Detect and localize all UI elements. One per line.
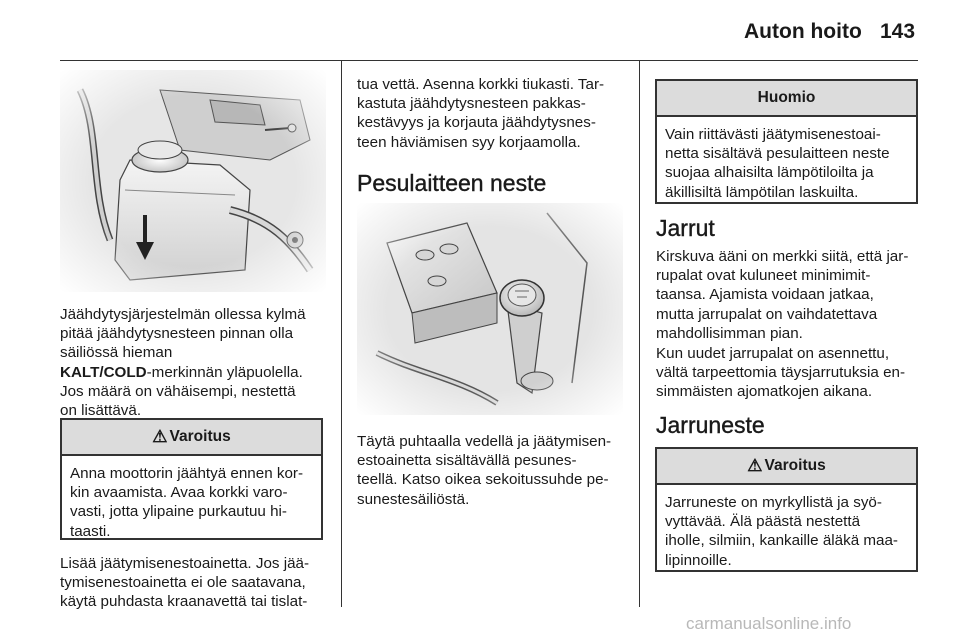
text-line: lipinnoille. [665,551,732,569]
text-line: vasti, jotta ylipaine purkautuu hi- [70,503,287,521]
warning-header [62,420,321,456]
coolant-warning-box [60,418,323,540]
text-line: Jarruneste on myrkyllistä ja syö- [665,494,882,511]
text-line: rupalat ovat kuluneet minimimit- [656,267,871,285]
antifreeze-paragraph [60,554,332,612]
text-line: Jos määrä on vähäisempi, nestettä [60,382,296,400]
text-line: pitää jäähdytysnesteen pinnan olla [60,325,294,343]
note-body [657,117,916,208]
text-line: taasti. [70,522,111,540]
text-line: on lisättävä. [60,402,142,420]
warning-triangle-icon: ⚠ [152,427,168,446]
watermark: carmanualsonline.info [686,614,852,633]
text-line [60,363,330,382]
warning-body [657,485,916,576]
text-line: teen häviämisen syy korjaamolla. [357,133,581,151]
warning-header [657,449,916,485]
header-divider [60,60,918,61]
brake-fluid-heading: Jarruneste [656,412,765,438]
text-line: Täytä puhtaalla vedellä ja jäätymisen- [357,433,612,450]
washer-fluid-heading: Pesulaitteen neste [357,170,547,196]
column-divider-2 [639,61,640,607]
text-line: mahdollisimman pian. [656,324,803,342]
text-line: teellä. Katso oikea sekoitussuhde pe- [357,471,609,489]
washer-fluid-paragraph [357,432,632,509]
text-fragment: -merkinnän yläpuolella. [146,363,303,381]
text-line: säiliössä hieman [60,344,173,362]
brake-fluid-warning-box [655,447,918,572]
text-line: tua vettä. Asenna korkki tiukasti. Tar- [357,76,605,93]
note-box [655,79,918,204]
coolant-level-paragraph [60,305,330,420]
brakes-paragraph-2 [656,344,931,402]
text-line: taansa. Ajamista voidaan jatkaa, [656,286,874,304]
text-line: netta sisältävä pesulaitteen neste [665,145,890,163]
text-line: tymisenestoainetta ei ole saatavana, [60,574,306,592]
text-line: simmäisten ajomatkojen aikana. [656,383,873,401]
coolant-continuation-paragraph [357,75,629,152]
text-line: mutta jarrupalat on vaihdatettava [656,305,878,323]
text-line: vältä tarpeettomia täysjarrutuksia en- [656,364,906,382]
page-number: 143 [880,20,916,43]
note-header [657,81,916,117]
text-line: kin avaamista. Avaa korkki varo- [70,484,288,502]
text-line: Kun uudet jarrupalat on asennettu, [656,345,890,362]
text-line: kestävyys ja korjauta jäähdytysnes- [357,114,596,132]
warning-title: Varoitus [169,428,231,445]
column-divider-1 [341,61,342,607]
note-title: Huomio [757,89,816,106]
brakes-paragraph-1 [656,247,931,343]
warning-triangle-icon: ⚠ [747,456,763,475]
text-line: Jäähdytysjärjestelmän ollessa kylmä [60,306,306,323]
text-line: käytä puhdasta kraanavettä tai tislat- [60,593,308,611]
running-header-title: Auton hoito [744,20,862,43]
text-line: Kirskuva ääni on merkki siitä, että jar- [656,248,909,265]
text-line: Lisää jäätymisenestoainetta. Jos jää- [60,555,310,572]
warning-body [62,456,321,547]
text-line: estoainetta sisältävällä pesunes- [357,452,577,470]
brakes-heading: Jarrut [656,215,715,241]
coolant-reservoir-illustration [60,70,326,292]
text-line: Vain riittävästi jäätymisenestoai- [665,126,881,143]
kalt-cold-mark-label: KALT/COLD [60,363,147,381]
text-line: Anna moottorin jäähtyä ennen kor- [70,465,304,482]
washer-reservoir-illustration [357,203,623,415]
warning-title: Varoitus [764,457,826,474]
text-line: iholle, silmiin, kankaille äläkä maa- [665,532,898,550]
text-line: suojaa alhaisilta lämpötiloilta ja [665,164,874,182]
text-line: sunestesäiliöstä. [357,490,470,508]
text-line: vyttävää. Älä päästä nestettä [665,513,861,531]
text-line: kastuta jäähdytysnesteen pakkas- [357,95,586,113]
text-line: äkillisiltä lämpötilan laskuilta. [665,183,859,201]
